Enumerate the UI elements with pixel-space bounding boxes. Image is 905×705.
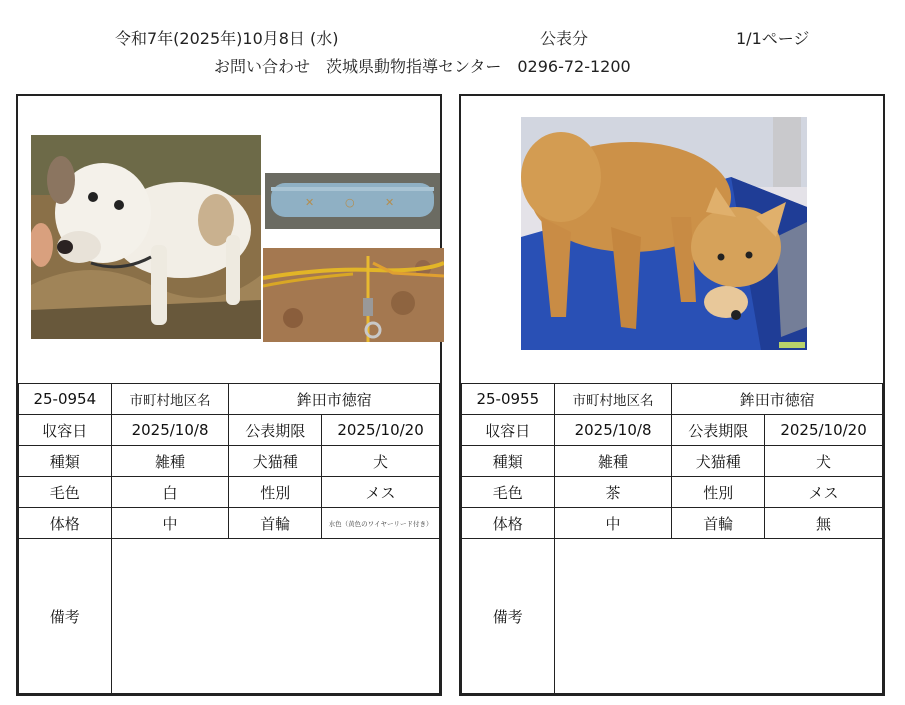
collar-value: 無	[765, 508, 883, 539]
species-value: 犬	[765, 446, 883, 477]
notes-value	[111, 539, 439, 694]
notes-label: 備考	[19, 539, 112, 694]
area-label: 市町村地区名	[111, 384, 229, 415]
notes-value	[554, 539, 882, 694]
header-category: 公表分	[540, 29, 589, 48]
size-label: 体格	[462, 508, 555, 539]
species-label: 犬猫種	[672, 446, 765, 477]
photo-area	[461, 96, 883, 383]
header-date: 令和7年(2025年)10月8日 (水)	[115, 29, 339, 48]
info-table	[461, 383, 883, 694]
size-value: 中	[554, 508, 672, 539]
area-value: 鉾田市徳宿	[672, 384, 883, 415]
color-label: 毛色	[462, 477, 555, 508]
breed-label: 種類	[462, 446, 555, 477]
deadline-label: 公表期限	[229, 415, 322, 446]
svg-text:○: ○	[345, 196, 355, 209]
brown-dog-in-kennel-photo	[521, 117, 807, 350]
collar-label: 首輪	[229, 508, 322, 539]
collar-value: 水色（黄色のワイヤーリード付き）	[322, 508, 440, 539]
color-label: 毛色	[19, 477, 112, 508]
svg-text:✕: ✕	[385, 196, 395, 209]
deadline-value: 2025/10/20	[322, 415, 440, 446]
color-value: 白	[111, 477, 229, 508]
species-label: 犬猫種	[229, 446, 322, 477]
area-label: 市町村地区名	[554, 384, 672, 415]
animal-card-25-0954	[16, 94, 442, 696]
deadline-value: 2025/10/20	[765, 415, 883, 446]
photo-area	[18, 96, 440, 383]
white-dog-photo	[31, 135, 261, 339]
sex-label: 性別	[672, 477, 765, 508]
animal-card-25-0955	[459, 94, 885, 696]
collar-photo	[265, 173, 440, 229]
sex-value: メス	[765, 477, 883, 508]
intake-date-value: 2025/10/8	[554, 415, 672, 446]
intake-date-label: 収容日	[19, 415, 112, 446]
info-table	[18, 383, 440, 694]
animal-id: 25-0955	[462, 384, 555, 415]
species-value: 犬	[322, 446, 440, 477]
size-label: 体格	[19, 508, 112, 539]
header-page-indicator: 1/1ページ	[736, 29, 810, 48]
breed-value: 雑種	[554, 446, 672, 477]
notes-label: 備考	[462, 539, 555, 694]
color-value: 茶	[554, 477, 672, 508]
breed-value: 雑種	[111, 446, 229, 477]
svg-text:✕: ✕	[305, 196, 315, 209]
sex-value: メス	[322, 477, 440, 508]
sex-label: 性別	[229, 477, 322, 508]
breed-label: 種類	[19, 446, 112, 477]
deadline-label: 公表期限	[672, 415, 765, 446]
collar-label: 首輪	[672, 508, 765, 539]
intake-date-label: 収容日	[462, 415, 555, 446]
header-contact: お問い合わせ 茨城県動物指導センター 0296-72-1200	[214, 57, 631, 76]
animal-id: 25-0954	[19, 384, 112, 415]
intake-date-value: 2025/10/8	[111, 415, 229, 446]
size-value: 中	[111, 508, 229, 539]
wire-leash-photo	[263, 248, 444, 342]
area-value: 鉾田市徳宿	[229, 384, 440, 415]
